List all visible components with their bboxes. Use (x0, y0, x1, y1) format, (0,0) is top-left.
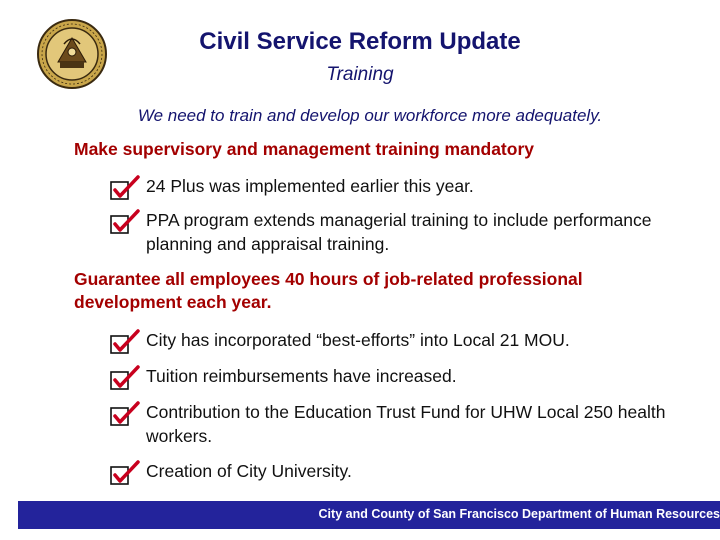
list-item (110, 174, 670, 201)
checkbox-checked-icon (110, 209, 140, 235)
footer-bar (18, 501, 720, 529)
page-subtitle: Training (326, 64, 394, 85)
list-item (110, 328, 670, 355)
page-title: Civil Service Reform Update (199, 28, 521, 55)
section-heading: Guarantee all employees 40 hours of job-related professional development each year. (74, 269, 583, 312)
list-item-text: 24 Plus was implemented earlier this year. (146, 176, 474, 196)
list-item-text: Creation of City University. (146, 461, 352, 481)
list-item-text: City has incorporated “best-efforts” into Local 21 MOU. (146, 330, 570, 350)
list-item-text: Tuition reimbursements have increased. (146, 366, 457, 386)
list-item (110, 364, 670, 391)
checkbox-checked-icon (110, 401, 140, 427)
footer-text: City and County of San Francisco Department of Human Resources (318, 507, 720, 521)
checkbox-checked-icon (110, 175, 140, 201)
city-seal-icon (36, 18, 108, 90)
intro-statement: We need to train and develop our workforce more adequately. (137, 106, 603, 125)
list-item-text: PPA program extends managerial training to include performance planning and appraisal training. (146, 210, 652, 254)
section-heading: Make supervisory and management training mandatory (74, 139, 534, 159)
checkbox-checked-icon (110, 329, 140, 355)
checkbox-checked-icon (110, 365, 140, 391)
list-item (110, 459, 670, 486)
list-item-text: Contribution to the Education Trust Fund for UHW Local 250 health workers. (146, 402, 666, 446)
checkbox-checked-icon (110, 460, 140, 486)
list-item (110, 400, 670, 448)
list-item (110, 208, 670, 256)
